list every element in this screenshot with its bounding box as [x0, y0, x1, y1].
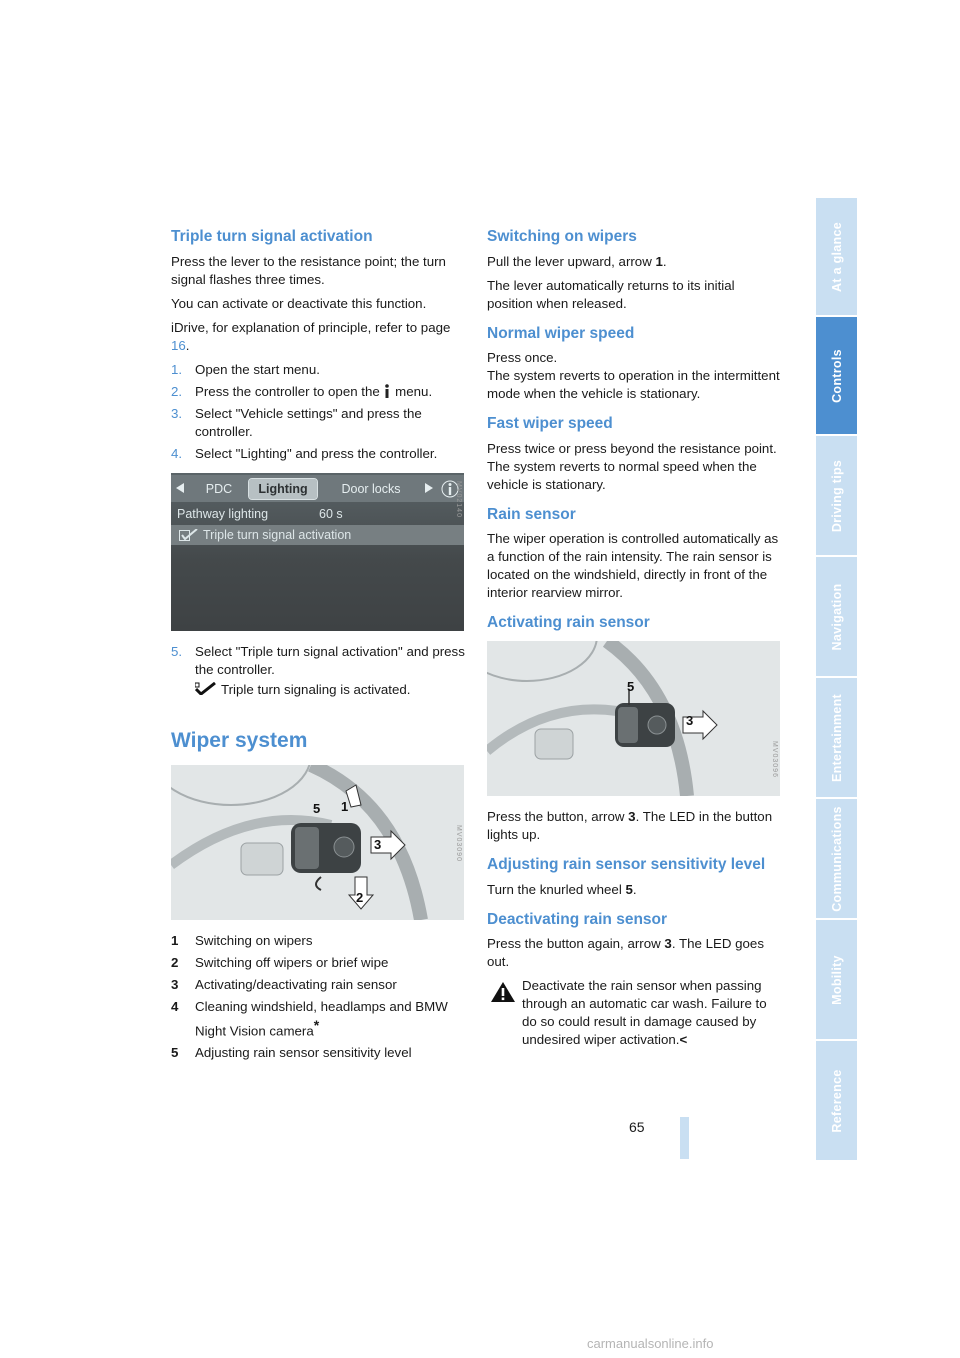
tab-lighting: Lighting: [249, 479, 317, 499]
steps-list-cont: [171, 643, 466, 679]
section-title-deactivating: Deactivating rain sensor: [487, 910, 668, 928]
section-title-activating: Activating rain sensor: [487, 614, 650, 632]
paragraph: You can activate or deactivate this function.: [171, 295, 427, 311]
callout-5: 5: [627, 678, 635, 694]
page-number-tab: [680, 1117, 689, 1159]
warning-note: [487, 977, 782, 1049]
figure-code: MV02140: [455, 480, 462, 518]
row-pathway-value: 60 s: [319, 506, 343, 521]
callout-3: 3: [686, 712, 694, 728]
nav-navigation[interactable]: Navigation: [816, 557, 857, 676]
nav-at-a-glance[interactable]: At a glance: [816, 198, 857, 315]
callout-1: 1: [341, 798, 349, 814]
wiper-lever-illustration: [171, 765, 464, 920]
paragraph: The system reverts to normal speed when the vehicle is stationary.: [487, 458, 757, 492]
steps-list: [171, 361, 466, 463]
list-item: 3. Select "Vehicle settings" and press the controller.: [171, 405, 422, 439]
paragraph: Pull the lever upward, arrow 1.: [487, 253, 667, 269]
paragraph-idrive-ref: iDrive, for explanation of principle, refer to page 16.: [171, 319, 451, 353]
tab-door-locks: Door locks: [341, 481, 401, 496]
figure-code: MV03090: [455, 824, 462, 862]
list-item: 5 Adjusting rain sensor sensitivity level: [171, 1045, 412, 1061]
nav-entertainment[interactable]: Entertainment: [816, 678, 857, 797]
nav-reference[interactable]: Reference: [816, 1041, 857, 1160]
steering-wheel-drawing: [487, 641, 780, 796]
arrow-left-icon: [176, 483, 184, 493]
paragraph: Turn the knurled wheel 5.: [487, 881, 637, 897]
section-title-wiper-system: Wiper system: [171, 728, 308, 752]
list-item: 5. Select "Triple turn signal activation" and press the controller.: [171, 643, 465, 677]
callout-5: 5: [313, 800, 321, 816]
section-title-switching-on: Switching on wipers: [487, 228, 637, 245]
checkbox-icon: [179, 529, 199, 541]
warning-text: Deactivate the rain sensor when passing through an automatic car wash. Failure to do so could result in damage caused by undesired wiper activation.<: [522, 978, 767, 1048]
section-title-triple-turn: Triple turn signal activation: [171, 228, 373, 245]
step5-result: Triple turn signaling is activated.: [171, 681, 466, 699]
paragraph: Press the lever to the resistance point; the turn signal flashes three times.: [171, 253, 446, 287]
nav-controls[interactable]: Controls: [816, 317, 857, 434]
section-title-normal-speed: Normal wiper speed: [487, 324, 635, 342]
section-title-fast-speed: Fast wiper speed: [487, 415, 613, 433]
callout-3: 3: [374, 836, 382, 852]
wiper-legend: [171, 932, 466, 1062]
paragraph: Press twice or press beyond the resistance point.: [487, 440, 777, 456]
list-item: 4 Cleaning windshield, headlamps and BMW Night Vision camera*: [171, 998, 448, 1039]
list-item: 3 Activating/deactivating rain sensor: [171, 976, 397, 992]
section-title-adjusting: Adjusting rain sensor sensitivity level: [487, 855, 766, 873]
paragraph: Press once.: [487, 350, 558, 366]
right-column: [487, 228, 782, 1049]
paragraph: The system reverts to operation in the intermittent mode when the vehicle is stationary.: [487, 368, 780, 402]
page-link[interactable]: 16: [171, 337, 186, 353]
warning-icon: [490, 981, 516, 1003]
paragraph: The wiper operation is controlled automatically as a function of the rain intensity. The rain sensor is located on the windshield, directly in front of the interior rearview mirror.: [487, 531, 779, 601]
optional-star: *: [313, 1016, 320, 1033]
list-item: 1 Switching on wipers: [171, 932, 313, 948]
paragraph: The lever automatically returns to its initial position when released.: [487, 277, 735, 311]
arrow-right-icon: [425, 483, 433, 493]
callout-2: 2: [356, 889, 364, 905]
section-title-rain-sensor: Rain sensor: [487, 505, 576, 523]
check-icon: [195, 682, 217, 695]
left-column: [171, 228, 466, 1066]
row-triple-turn: Triple turn signal activation: [203, 527, 352, 542]
paragraph: Press the button again, arrow 3. The LED goes out.: [487, 936, 764, 970]
steering-wheel-drawing: [171, 765, 464, 920]
figure-code: MV03096: [771, 740, 778, 778]
list-item: 1. Open the start menu.: [171, 361, 320, 377]
list-item: 4. Select "Lighting" and press the controller.: [171, 445, 438, 461]
watermark: carmanualsonline.info: [587, 1336, 714, 1351]
nav-communications[interactable]: Communications: [816, 799, 857, 918]
nav-mobility[interactable]: Mobility: [816, 920, 857, 1039]
idrive-lighting-screen: [171, 473, 464, 631]
paragraph: Press the button, arrow 3. The LED in the button lights up.: [487, 808, 773, 842]
tab-pdc: PDC: [205, 481, 233, 496]
list-item: 2. Press the controller to open the menu.: [171, 383, 433, 399]
list-item: 2 Switching off wipers or brief wipe: [171, 954, 389, 970]
page-number: 65: [629, 1119, 645, 1135]
rain-sensor-illustration: [487, 641, 780, 796]
nav-driving-tips[interactable]: Driving tips: [816, 436, 857, 555]
row-pathway-lighting: Pathway lighting: [177, 506, 269, 521]
